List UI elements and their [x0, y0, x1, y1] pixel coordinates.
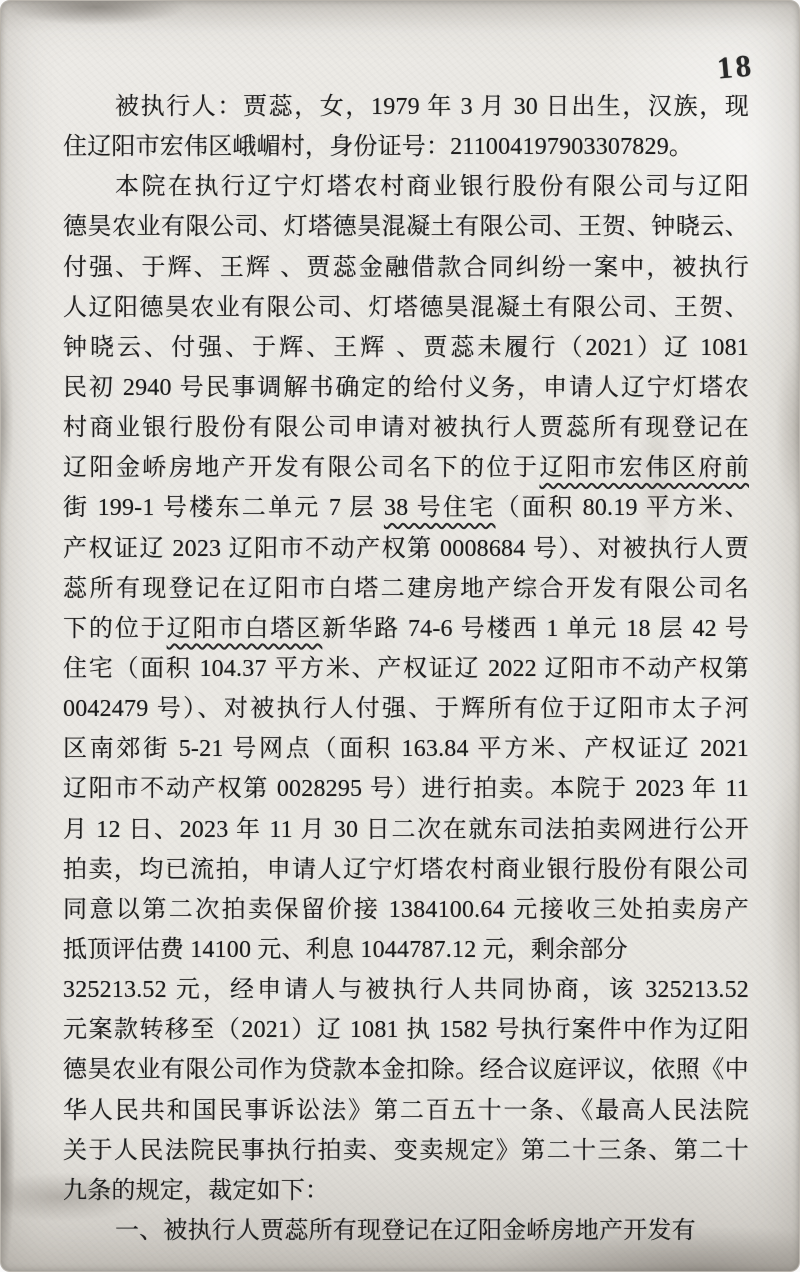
- text-line: [63, 448, 749, 488]
- page-number: 18: [715, 47, 756, 86]
- text-line: [63, 769, 749, 809]
- text-segment: 325213.52 元，经申请人与被执行人共同协商，该 325213.52: [63, 977, 749, 1004]
- text-segment: 抵顶评估费 14100 元、利息 1044787.12 元，剩余部分: [63, 936, 628, 963]
- text-segment: 九条的规定，裁定如下：: [63, 1177, 330, 1204]
- text-line: [63, 368, 749, 408]
- text-segment: 村商业银行股份有限公司申请对被执行人贾蕊所有现登记在: [63, 415, 749, 442]
- text-segment: 0042479 号）、对被执行人付强、于辉所有位于辽阳市太子河: [63, 696, 749, 723]
- text-segment: 住宅（面积 104.37 平方米、产权证辽 2022 辽阳市不动产权第: [63, 655, 749, 682]
- text-segment: 街 199-1 号楼东二单元 7 层: [63, 495, 384, 522]
- text-segment: 蕊所有现登记在辽阳市白塔二建房地产综合开发有限公司名: [63, 575, 749, 602]
- text-line: [63, 810, 749, 850]
- text-segment: 住辽阳市宏伟区峨嵋村，身份证号：211004197903307829。: [63, 134, 694, 161]
- text-segment: 德昊农业有限公司作为贷款本金扣除。经合议庭评议，依照《中: [63, 1057, 749, 1084]
- text-line: [63, 248, 749, 288]
- text-line: [63, 1010, 749, 1050]
- text-segment: 本院在执行辽宁灯塔农村商业银行股份有限公司与辽阳: [115, 174, 749, 201]
- text-segment: 被执行人：贾蕊，女，1979 年 3 月 30 日出生，汉族，现: [115, 94, 749, 120]
- text-line: [63, 127, 749, 167]
- text-segment: 辽阳金峤房地产开发有限公司名下的位于: [63, 455, 540, 482]
- text-line: [63, 1091, 749, 1131]
- text-line: [63, 1050, 749, 1090]
- text-line: [63, 569, 749, 609]
- text-line: [63, 850, 749, 890]
- text-line: [63, 729, 749, 769]
- text-line: [63, 649, 749, 689]
- document-body: [63, 87, 749, 1251]
- text-segment: 同意以第二次拍卖保留价接 1384100.64 元接收三处拍卖房产: [63, 896, 749, 923]
- text-line: [63, 87, 749, 127]
- text-segment: 产权证辽 2023 辽阳市不动产权第 0008684 号）、对被执行人贾: [63, 535, 749, 562]
- text-line: [63, 930, 749, 970]
- text-segment: 付强、于辉、王辉 、贾蕊金融借款合同纠纷一案中，被执行: [63, 254, 749, 281]
- text-line: [63, 1131, 749, 1171]
- text-line: [63, 328, 749, 368]
- text-line: [63, 970, 749, 1010]
- text-segment: 元案款转移至（2021）辽 1081 执 1582 号执行案件中作为辽阳: [63, 1017, 749, 1044]
- text-line: [63, 529, 749, 569]
- text-segment: 钟晓云、付强、于辉、王辉 、贾蕊未履行（2021）辽 1081: [63, 334, 749, 361]
- text-segment: 一、被执行人贾蕊所有现登记在辽阳金峤房地产开发有: [115, 1217, 696, 1244]
- text-segment: 新华路 74-6 号楼西 1 单元 18 层 42 号: [322, 615, 749, 642]
- text-line: [63, 488, 749, 528]
- text-line: [63, 890, 749, 930]
- text-segment: 德昊农业有限公司、灯塔德昊混凝土有限公司、王贺、钟晓云、: [63, 214, 749, 241]
- text-segment: （面积 80.19 平方米、: [495, 495, 749, 522]
- text-segment: 下的位于: [63, 615, 167, 642]
- text-segment: 关于人民法院民事执行拍卖、变卖规定》第二十三条、第二十: [63, 1137, 749, 1164]
- underlined-text: 辽阳市白塔区: [166, 615, 323, 642]
- text-line: [63, 1211, 749, 1251]
- text-line: [63, 207, 749, 247]
- text-line: [63, 689, 749, 729]
- underlined-text: 38 号住宅: [383, 495, 496, 522]
- underlined-text: 辽阳市宏伟区府前: [539, 455, 749, 482]
- text-segment: 区南郊街 5-21 号网点（面积 163.84 平方米、产权证辽 2021: [63, 736, 749, 763]
- text-line: [63, 408, 749, 448]
- text-segment: 月 12 日、2023 年 11 月 30 日二次在就东司法拍卖网进行公开: [63, 816, 749, 843]
- text-line: [63, 288, 749, 328]
- text-line: [63, 609, 749, 649]
- text-line: [63, 167, 749, 207]
- text-segment: 人辽阳德昊农业有限公司、灯塔德昊混凝土有限公司、王贺、: [63, 294, 749, 321]
- text-segment: 拍卖，均已流拍，申请人辽宁灯塔农村商业银行股份有限公司: [63, 856, 749, 883]
- text-segment: 辽阳市不动产权第 0028295 号）进行拍卖。本院于 2023 年 11: [63, 776, 749, 803]
- text-segment: 民初 2940 号民事调解书确定的给付义务，申请人辽宁灯塔农: [63, 374, 749, 401]
- text-segment: 华人民共和国民事诉讼法》第二百五十一条、《最高人民法院: [63, 1097, 749, 1124]
- text-line: [63, 1171, 749, 1211]
